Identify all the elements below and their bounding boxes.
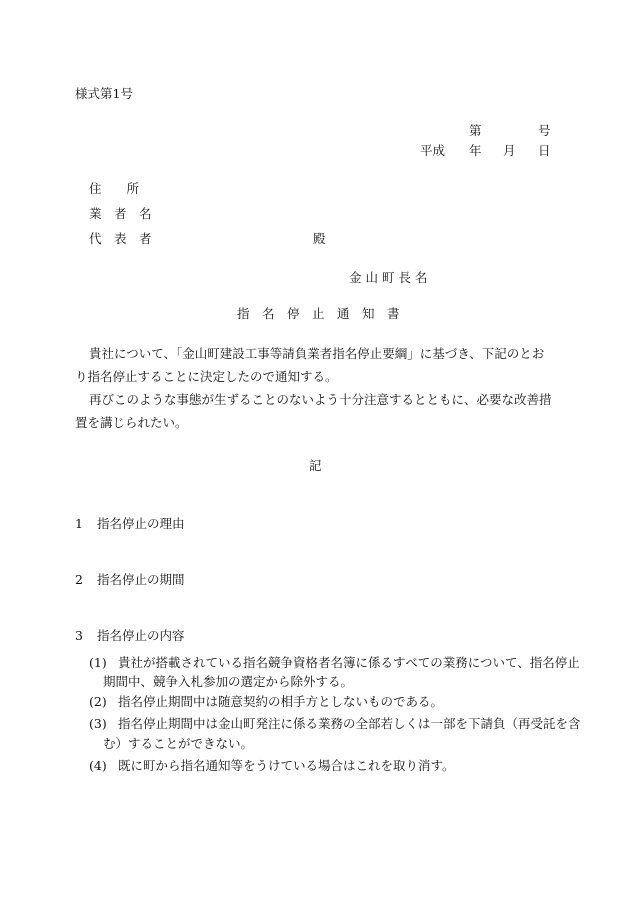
date-month: 月 xyxy=(503,143,516,158)
section-3-title: 指名停止の内容 xyxy=(96,628,185,643)
date-day: 日 xyxy=(538,143,551,158)
date-era: 平成 xyxy=(420,143,446,158)
item-2-number: (2) xyxy=(89,694,107,709)
section-3 xyxy=(75,628,184,643)
body-paragraph-1: 貴社について、「金山町建設工事等請負業者指名停止要綱」に基づき、下記のとおり指名停止することに決定したので通知する。 xyxy=(75,346,545,384)
form-number: 様式第1号 xyxy=(75,86,133,101)
section-1-title: 指名停止の理由 xyxy=(96,516,185,531)
item-3-line-1: 指名停止期間中は金山町発注に係る業務の全部若しくは一部を下請負（再受託を含 xyxy=(118,716,581,731)
doc-number-suffix: 号 xyxy=(538,123,551,138)
sender-name: 金 山 町 長 名 xyxy=(349,270,428,285)
document-title: 指 名 停 止 通 知 書 xyxy=(237,306,400,321)
item-1-line-2: 期間中、競争入札参加の選定から除外する。 xyxy=(103,674,354,689)
company-name-label: 業 者 名 xyxy=(89,206,152,221)
item-1-line-1: 貴社が搭載されている指名競争資格者名簿に係るすべての業務について、指名停止 xyxy=(118,655,580,670)
section-2-number: 2 xyxy=(75,572,83,587)
address-label: 住 所 xyxy=(89,181,140,196)
item-4-number: (4) xyxy=(89,758,107,773)
section-2-title: 指名停止の期間 xyxy=(96,572,185,587)
item-3-line-2: む）することができない。 xyxy=(103,736,254,751)
body-paragraph-2: 再びこのような事態が生ずることのないよう十分注意するとともに、必要な改善措置を講じられたい。 xyxy=(75,392,552,430)
date-year: 年 xyxy=(469,143,482,158)
section-3-number: 3 xyxy=(75,628,83,643)
ki-heading: 記 xyxy=(309,458,322,473)
item-1-number: (1) xyxy=(89,655,107,670)
section-2 xyxy=(75,572,184,587)
doc-number-prefix: 第 xyxy=(469,123,482,138)
honorific: 殿 xyxy=(313,231,326,246)
item-3-number: (3) xyxy=(89,716,107,731)
item-4-line-1: 既に町から指名通知等をうけている場合はこれを取り消す。 xyxy=(118,758,455,773)
section-1-number: 1 xyxy=(75,516,83,531)
section-1 xyxy=(75,516,184,531)
representative-label: 代 表 者 xyxy=(89,231,152,246)
item-2-line-1: 指名停止期間中は随意契約の相手方としないものである。 xyxy=(118,694,444,709)
